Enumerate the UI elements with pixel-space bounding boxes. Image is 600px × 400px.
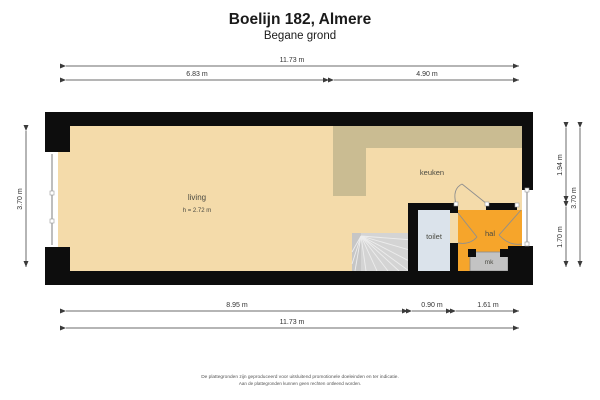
wall-bottom xyxy=(45,271,533,285)
dim-label-right-lower: 1.70 m xyxy=(557,226,564,248)
dim-label-top-total: 11.73 m xyxy=(279,57,305,64)
dim-label-bottom-total: 11.73 m xyxy=(279,319,305,326)
dim-label-top-right: 4.90 m xyxy=(416,71,438,78)
room-label-toilet: toilet xyxy=(426,232,442,241)
footer-disclaimer xyxy=(201,374,399,386)
dim-label-right-total: 3.70 m xyxy=(571,187,578,209)
dim-label-top-left: 6.83 m xyxy=(186,71,208,78)
room-label-living-height: h = 2.72 m xyxy=(182,208,212,214)
room-label-living: living xyxy=(187,193,207,202)
wall-right-lower xyxy=(508,246,533,285)
dim-label-left-height: 3.70 m xyxy=(17,188,24,210)
mk-post-right xyxy=(500,249,508,257)
staircase xyxy=(352,233,413,271)
wall-toilet-hal-lower xyxy=(450,243,458,271)
dim-label-bottom-living: 8.95 m xyxy=(226,302,248,309)
wall-toilet-left xyxy=(408,203,418,271)
dim-label-right-upper: 1.94 m xyxy=(557,154,564,176)
dim-label-bottom-toilet: 0.90 m xyxy=(421,302,443,309)
wall-right-upper xyxy=(522,112,533,190)
room-label-keuken: keuken xyxy=(419,168,445,177)
wall-left-upper xyxy=(45,112,70,152)
room-label-hal: hal xyxy=(484,229,496,238)
page-subtitle: Begane grond xyxy=(263,30,337,42)
wall-hal-top xyxy=(486,203,517,210)
dim-label-bottom-hal: 1.61 m xyxy=(477,302,499,309)
mk-post-left xyxy=(468,249,476,257)
wall-left-lower xyxy=(45,247,70,285)
room-label-mk: mk xyxy=(484,259,494,266)
page-title: Boelijn 182, Almere xyxy=(228,11,372,28)
footer-disclaimer-line2: Aan de plattegronden kunnen geen rechten ontleend worden. xyxy=(238,381,362,386)
wall-top xyxy=(45,112,533,126)
footer-disclaimer-line1: De plattegronden zijn geproduceerd voor uitsluitend promotionele doeleinden en ter indicatie. xyxy=(201,375,399,380)
wall-toilet-top xyxy=(408,203,457,210)
